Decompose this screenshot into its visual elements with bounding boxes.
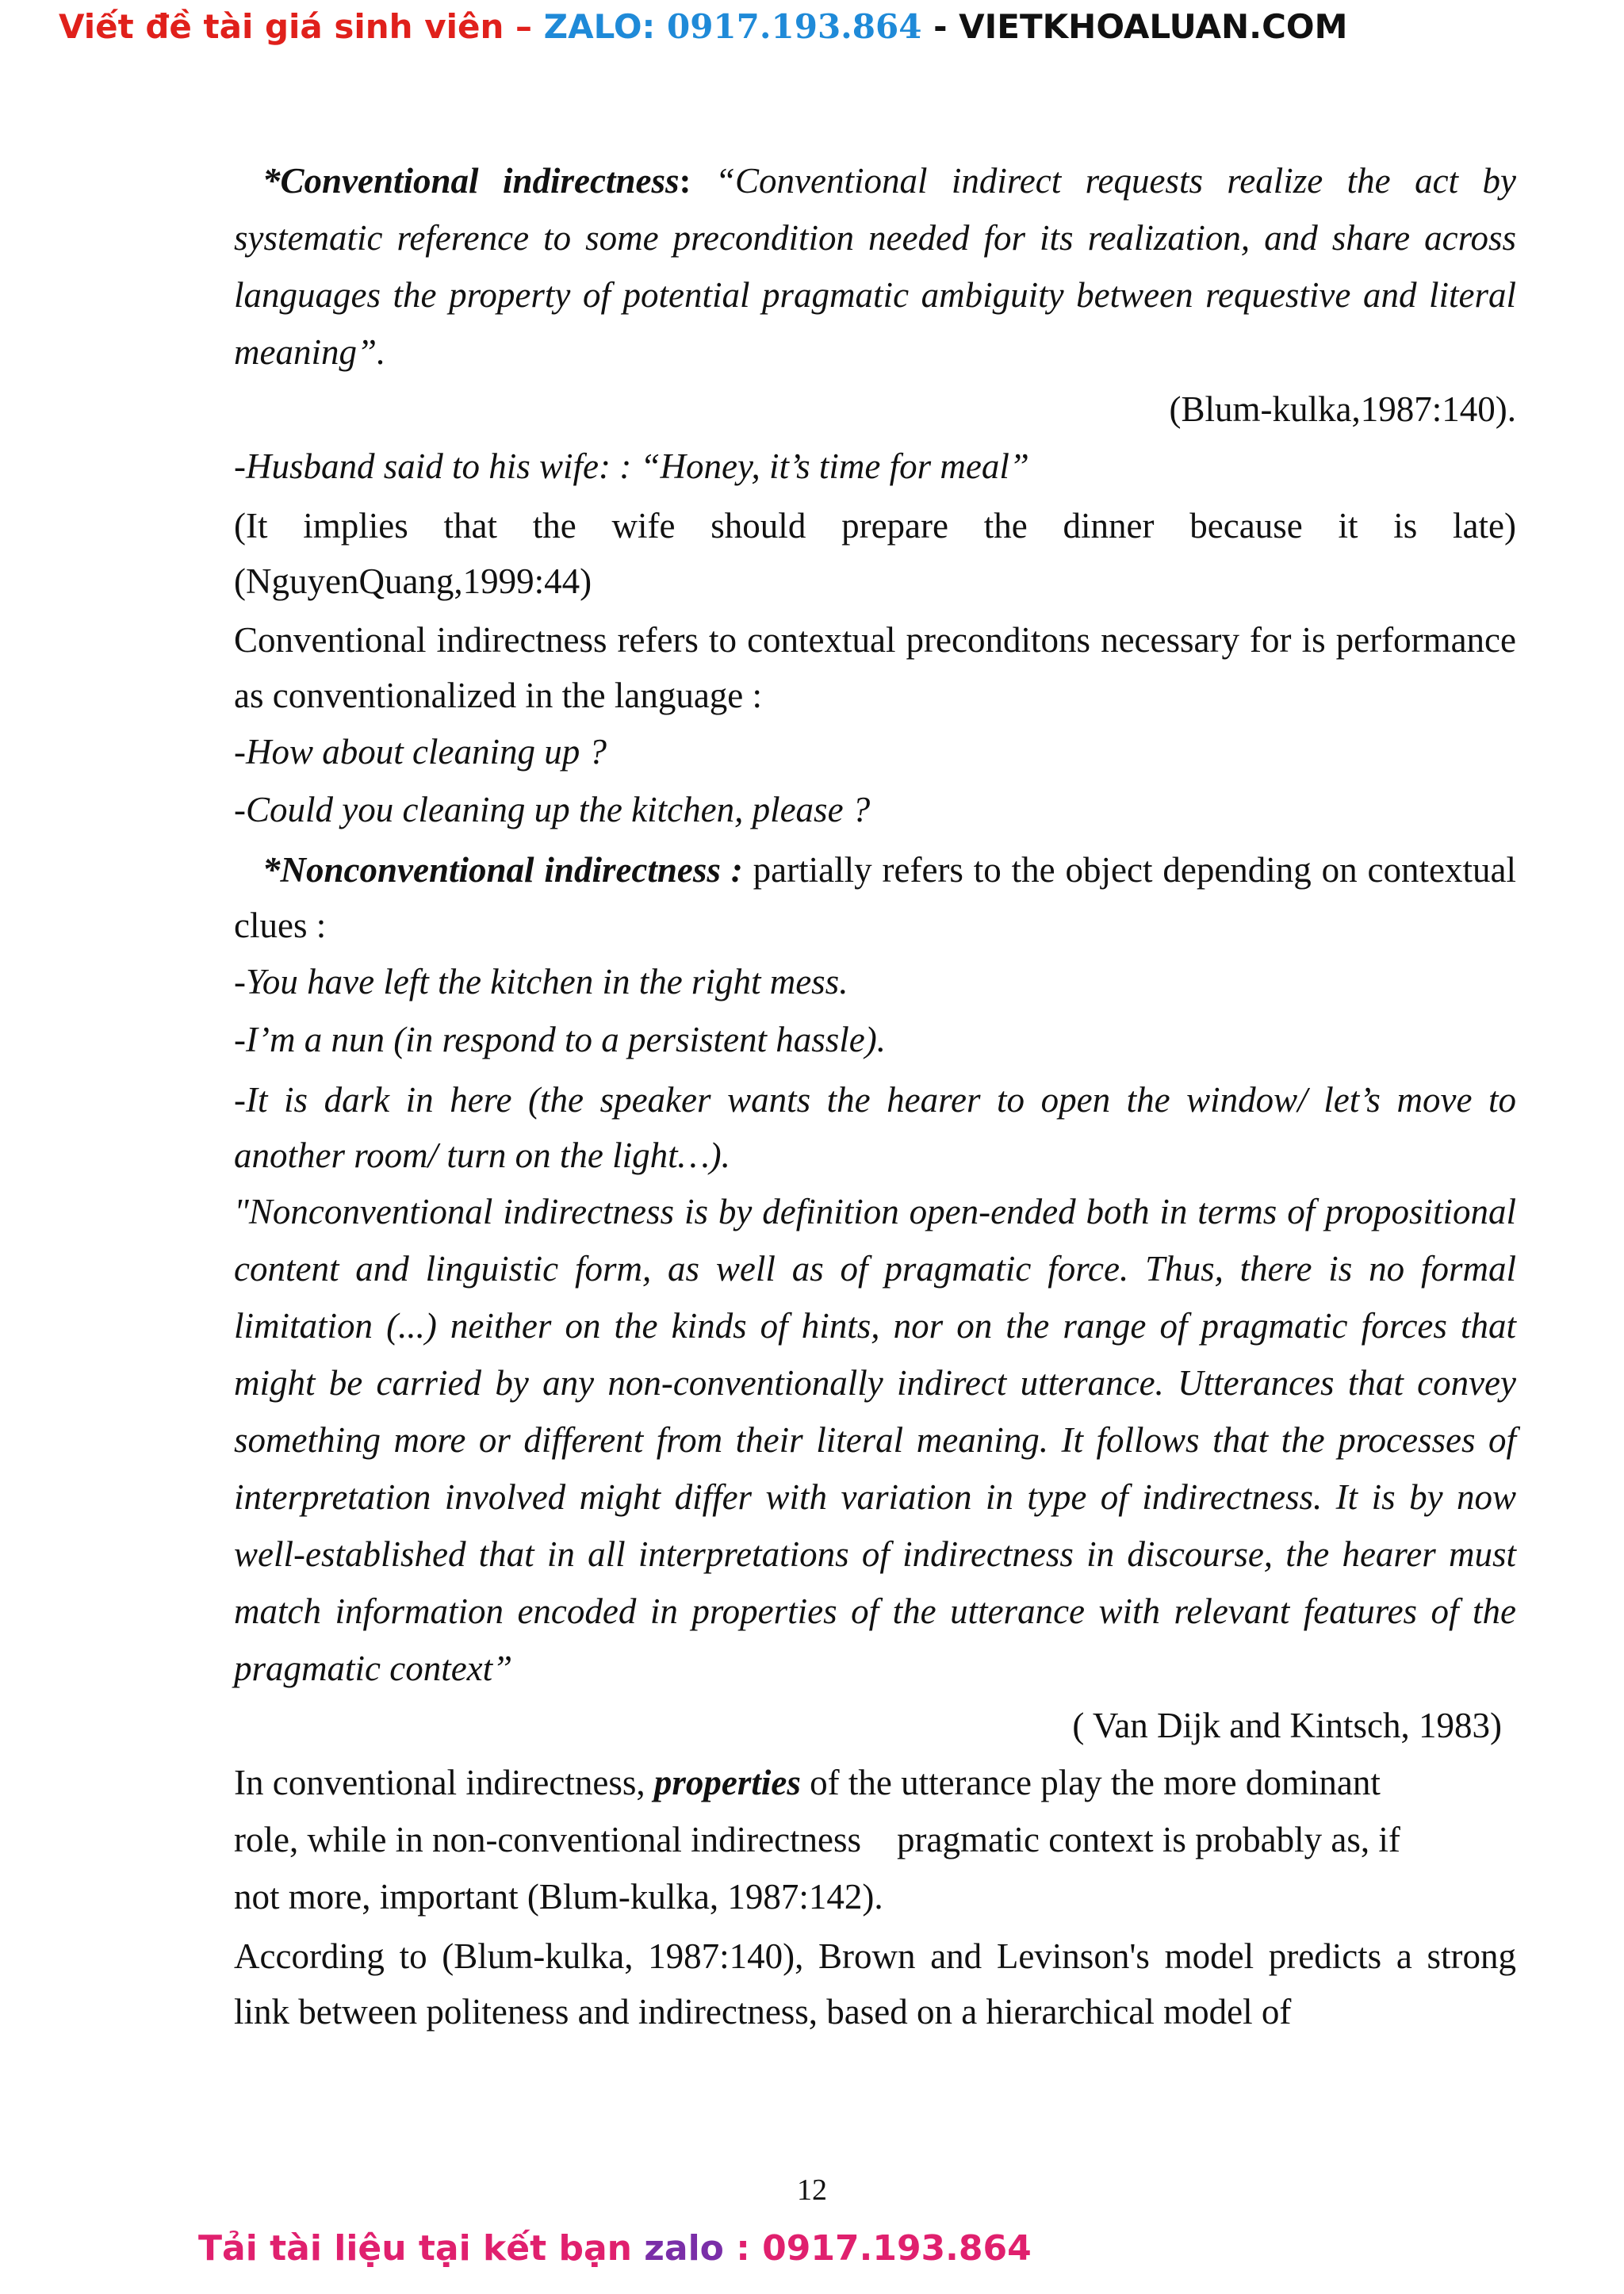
definition-quote: “Conventional indirect requests realize the act by systematic reference to some precondition needed for its realization, and share across languages the property of potential pragmatic ambiguity between requestive and literal meaning”. (234, 161, 1516, 372)
document-body (234, 152, 1516, 2039)
comparison-text-d: not more, important (Blum-kulka, 1987:142). (234, 1877, 883, 1917)
header-banner (59, 3, 1347, 51)
paragraph-conventional-explanation: Conventional indirectness refers to contextual preconditons necessary for is performance as conventionalized in the language : (234, 620, 1516, 715)
example-husband: -Husband said to his wife: : “Honey, it’s time for meal” (234, 446, 1029, 486)
paragraph-brown-levinson: According to (Blum-kulka, 1987:140), Brown and Levinson's model predicts a strong link between politeness and indirectness, based on a hierarchical model of (234, 1936, 1516, 2032)
nonconventional-text: partially refers to the object depending on contextual clues : (234, 850, 1516, 945)
term-nonconventional: *Nonconventional indirectness : (262, 850, 743, 890)
quote-van-dijk: "Nonconventional indirectness is by definition open-ended both in terms of propositional content and linguistic form, as well as of pragmatic force. Thus, there is no formal limitation (...) neither on the kinds of hints, nor on the range of pragmatic forces that might be carried by any non-conventionally indirect utterance. Utterances that convey something more or different from their literal meaning. It follows that the processes of interpretation involved might differ with variation in type of indirectness. It is by now well-established that in all interpretations of indirectness in discourse, the hearer must match information encoded in properties of the utterance with relevant features of the pragmatic context” (234, 1192, 1516, 1688)
example-kitchen-mess: -You have left the kitchen in the right mess. (234, 962, 848, 1001)
example-husband-note: (It implies that the wife should prepare the dinner because it is late) (NguyenQuang,1999:44) (234, 506, 1516, 601)
paragraph-nonconventional (234, 842, 1516, 953)
footer-phone: : 0917.193.864 (723, 2228, 1032, 2269)
footer-banner (198, 2228, 1032, 2269)
example-cleaning-up: -How about cleaning up ? (234, 732, 607, 772)
page-number: 12 (797, 2173, 827, 2207)
emphasis-properties: properties (653, 1763, 801, 1802)
paragraph-conventional-definition (234, 152, 1516, 381)
paragraph-comparison (234, 1754, 1516, 1925)
comparison-text-a: In conventional indirectness, (234, 1763, 654, 1802)
citation-blum-kulka-140: (Blum-kulka,1987:140). (1169, 389, 1516, 429)
banner-dash: – (504, 7, 544, 46)
term-conventional: *Conventional indirectness (262, 161, 680, 201)
banner-tagline: Viết đề tài giá sinh viên (59, 7, 504, 46)
banner-phone: 0917.193.864 (666, 7, 922, 46)
footer-download-text: Tải tài liệu tại kết bạn (198, 2228, 645, 2269)
comparison-text-c: role, while in non-conventional indirectness pragmatic context is probably as, if (234, 1820, 1400, 1859)
comparison-text-b: of the utterance play the more dominant (800, 1763, 1381, 1802)
citation-van-dijk: ( Van Dijk and Kintsch, 1983) (1072, 1706, 1502, 1745)
footer-zalo-label: zalo (644, 2228, 724, 2269)
example-kitchen-request: -Could you cleaning up the kitchen, please ? (234, 790, 871, 829)
example-dark-room: -It is dark in here (the speaker wants the hearer to open the window/ let’s move to another room/ turn on the light…). (234, 1080, 1516, 1175)
example-nun: -I’m a nun (in respond to a persistent hassle). (234, 1020, 886, 1059)
banner-site: - VIETKHOALUAN.COM (921, 7, 1348, 46)
term-colon: : (679, 161, 691, 201)
banner-zalo-label: ZALO: (543, 7, 667, 46)
